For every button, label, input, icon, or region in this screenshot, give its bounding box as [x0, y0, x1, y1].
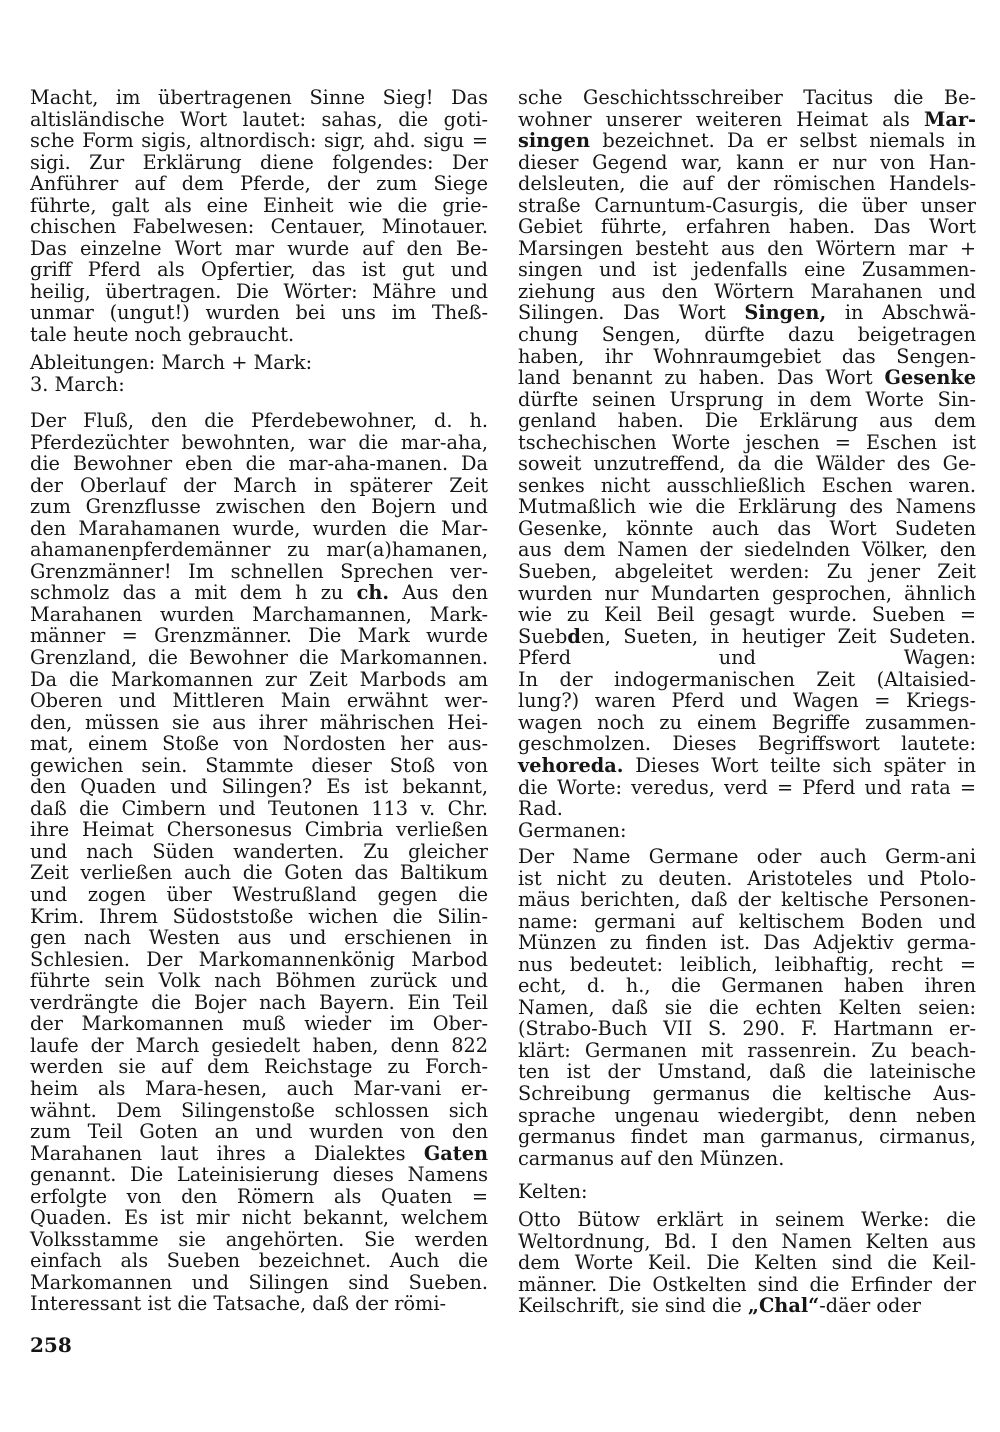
bold-term: Gaten	[423, 1141, 488, 1165]
text-line: ten ist der Umstand, daß die lateinische	[518, 1060, 976, 1084]
text-line: einfach als Sueben bezeichnet. Auch die	[30, 1249, 488, 1273]
text-line: die Bewohner eben die mar-aha-manen. Da	[30, 452, 488, 476]
text-line: sche Geschichtsschreiber Tacitus die Be-	[518, 86, 976, 109]
bold-term: singen	[518, 129, 590, 153]
text-line: Namen, daß sie die echten Kelten seien:	[518, 995, 976, 1019]
text-segment: Marahanen laut ihres a Dialektes	[30, 1141, 424, 1165]
text-line: Mutmaßlich wie die Erklärung des Namens	[518, 495, 976, 519]
text-line: Weltordnung, Bd. I den Namen Kelten aus	[518, 1229, 976, 1253]
text-line	[518, 755, 976, 777]
section-heading	[518, 1181, 976, 1203]
text-line	[518, 302, 976, 324]
bold-term: Singen,	[744, 301, 827, 325]
text-line: tschechischen Worte jeschen = Eschen ist	[518, 430, 976, 454]
text-line: genannt. Die Lateinisierung dieses Namens	[30, 1163, 488, 1187]
text-line: aus dem Namen der siedelnden Völker, den	[518, 538, 976, 562]
text-line: wurden nur Mundarten gesprochen, ähnlich	[518, 581, 976, 605]
text-line: (Strabo-Buch VII S. 290. F. Hartmann er-	[518, 1017, 976, 1041]
text-line: der Oberlauf der March in späterer Zeit	[30, 473, 488, 497]
text-line: den Quaden und Silingen? Es ist bekannt,	[30, 775, 488, 799]
page-number: 258	[30, 1333, 72, 1357]
text-line: straße Carnuntum-Casurgis, die über unser	[518, 193, 976, 217]
text-line: wie zu Keil Beil gesagt wurde. Sueben =	[518, 603, 976, 627]
text-line: gen nach Westen aus und erschienen in	[30, 926, 488, 950]
paragraph	[30, 87, 488, 346]
text-line: den Marahamanen wurde, wurden die Mar-	[30, 516, 488, 540]
text-line: Volksstamme sie angehörten. Sie werden	[30, 1227, 488, 1251]
text-line: Grenzmänner! Im schnellen Sprechen ver-	[30, 559, 488, 583]
text-line: heim als Mara-hesen, auch Mar-vani er-	[30, 1076, 488, 1100]
text-line: altisländische Wort lautet: sahas, die goti-	[30, 107, 488, 131]
bold-term: Mar-	[924, 107, 976, 131]
bold-term: vehoreda.	[518, 753, 624, 777]
paragraph	[30, 410, 488, 1315]
text-line	[518, 626, 976, 648]
text-line: Oberen und Mittleren Main erwähnt wer-	[30, 689, 488, 713]
text-line: wagen noch zu einem Begriffe zusammen-	[518, 710, 976, 734]
text-line: In der indogermanischen Zeit (Altaisied-	[518, 667, 976, 691]
text-line	[30, 1143, 488, 1165]
text-line: Gebiet führte, erfahren haben. Das Wort	[518, 215, 976, 239]
text-segment: wohner unserer weiteren Heimat als	[518, 107, 924, 131]
text-line: verdrängte die Bojer nach Bayern. Ein Teil	[30, 990, 488, 1014]
text-line: und zogen über Westrußland gegen die	[30, 883, 488, 907]
text-line: Krim. Ihrem Südoststoße wichen die Silin-	[30, 904, 488, 928]
text-line: mat, einem Stoße von Nordosten her aus-	[30, 732, 488, 756]
text-line: mäus berichten, daß der keltische Personen-	[518, 888, 976, 912]
text-segment: Silingen. Das Wort	[518, 301, 745, 325]
text-line: chung Sengen, dürfte dazu beigetragen	[518, 323, 976, 347]
text-line: carmanus auf den Münzen.	[518, 1146, 785, 1170]
text-line: chischen Fabelwesen: Centauer, Minotauer.	[30, 215, 488, 239]
text-segment: bezeichnet. Da er selbst niemals in	[589, 129, 976, 153]
text-line: Gesenke, könnte auch das Wort Sudeten	[518, 516, 976, 540]
text-line: heilig, übertragen. Die Wörter: Mähre und	[30, 279, 488, 303]
section-heading	[30, 352, 488, 374]
text-line: erfolgte von den Römern als Quaten =	[30, 1184, 488, 1208]
text-line	[518, 130, 976, 152]
text-line: unmar (ungut!) wurden bei uns im Theß-	[30, 301, 488, 325]
text-line: der Markomannen muß wieder im Ober-	[30, 1012, 488, 1036]
text-line: 3. March:	[30, 373, 125, 396]
text-line: führte sein Volk nach Böhmen zurück und	[30, 969, 488, 993]
text-line: die Worte: veredus, verd = Pferd und rata =	[518, 775, 976, 799]
text-segment: -däer oder	[819, 1294, 921, 1318]
text-line: dürfte seinen Ursprung in dem Worte Sin-	[518, 387, 976, 411]
text-line: zum Grenzflusse zwischen den Bojern und	[30, 495, 488, 519]
text-line: Rad.	[518, 797, 563, 821]
text-line: nus bedeutet: leiblich, leibhaftig, recht =	[518, 952, 976, 976]
text-line: Der Fluß, den die Pferdebewohner, d. h.	[30, 409, 488, 432]
text-line: soweit unzutreffend, da die Wälder des Ge-	[518, 452, 976, 476]
text-line: wähnt. Dem Silingenstoße schlossen sich	[30, 1098, 488, 1122]
text-line: Grenzland, die Bewohner die Markomannen.	[30, 646, 488, 670]
bold-term: ch.	[356, 581, 390, 605]
text-line: Marahanen wurden Marchamannen, Mark-	[30, 602, 488, 626]
text-segment: in Abschwä-	[826, 301, 976, 325]
text-line	[518, 109, 976, 131]
text-line: singen und ist jedenfalls eine Zusammen-	[518, 258, 976, 282]
text-segment: schmolz das a mit dem h zu	[30, 581, 357, 605]
paragraph	[518, 87, 976, 820]
text-line: Da die Markomannen zur Zeit Marbods am	[30, 667, 488, 691]
text-line: delsleuten, die auf der römischen Handels-	[518, 172, 976, 196]
text-line: ihre Heimat Chersonesus Cimbria verließen	[30, 818, 488, 842]
text-line: werden sie auf dem Reichstage zu Forch-	[30, 1055, 488, 1079]
text-line: laufe der March gesiedelt haben, denn 822	[30, 1033, 488, 1057]
text-line: Ableitungen: March + Mark:	[30, 351, 313, 374]
text-line	[518, 367, 976, 389]
paragraph	[518, 846, 976, 1169]
text-line: sprache ungenau wiedergibt, denn neben	[518, 1103, 976, 1127]
text-line: ahamanenpferdemänner zu mar(a)hamanen,	[30, 538, 488, 562]
text-line: Macht, im übertragenen Sinne Sieg! Das	[30, 86, 488, 109]
text-line: Markomannen und Silingen sind Sueben.	[30, 1270, 488, 1294]
text-line: griff Pferd als Opfertier, das ist gut und	[30, 258, 488, 282]
text-line: Schreibung germanus die keltische Aus-	[518, 1082, 976, 1106]
text-line: Münzen zu finden ist. Das Adjektiv germa-	[518, 931, 976, 955]
text-line: Zeit verließen auch die Goten das Baltikum	[30, 861, 488, 885]
text-line: den, müssen sie aus ihrer mährischen Hei-	[30, 710, 488, 734]
text-line: männer. Die Ostkelten sind die Erfinder der	[518, 1272, 976, 1296]
text-line: Pferdezüchter bewohnten, war die mar-aha,	[30, 430, 488, 454]
text-segment: land benannt zu haben. Das Wort	[518, 366, 885, 390]
paragraph	[518, 1209, 976, 1317]
text-line: name: germani auf keltischem Boden und	[518, 909, 976, 933]
text-line	[518, 1295, 976, 1317]
text-line: Pferd und Wagen:	[518, 646, 976, 670]
text-line: dieser Gegend war, kann er nur von Han-	[518, 150, 976, 174]
text-line: Das einzelne Wort mar wurde auf den Be-	[30, 236, 488, 260]
text-segment: en, Sueten, in heutiger Zeit Sudeten.	[580, 624, 976, 648]
text-line: lung?) waren Pferd und Wagen = Kriegs-	[518, 689, 976, 713]
text-line: gewichen sein. Stammte dieser Stoß von	[30, 753, 488, 777]
text-line: Marsingen besteht aus den Wörtern mar +	[518, 236, 976, 260]
text-line: ziehung aus den Wörtern Marahanen und	[518, 279, 976, 303]
text-line: geschmolzen. Dieses Begriffswort lautete:	[518, 732, 976, 756]
bold-term: „Chal“	[747, 1294, 820, 1318]
text-line: Germanen:	[518, 819, 627, 842]
text-line: männer = Grenzmänner. Die Mark wurde	[30, 624, 488, 648]
section-heading	[518, 820, 976, 842]
text-line: tale heute noch gebraucht.	[30, 323, 295, 347]
text-segment: Aus den	[389, 581, 488, 605]
text-line: und nach Süden wanderten. Zu gleicher	[30, 839, 488, 863]
text-line: daß die Cimbern und Teutonen 113 v. Chr.	[30, 796, 488, 820]
text-line	[30, 582, 488, 604]
text-segment: Dieses Wort teilte sich später in	[623, 753, 976, 777]
text-line: germanus findet man garmanus, cirmanus,	[518, 1125, 976, 1149]
text-segment: Keilschrift, sie sind die	[518, 1294, 748, 1318]
section-heading	[30, 374, 488, 396]
text-line: Quaden. Es ist mir nicht bekannt, welchem	[30, 1206, 488, 1230]
text-line: klärt: Germanen mit rassenrein. Zu beach-	[518, 1038, 976, 1062]
text-line: Sueben, abgeleitet werden: Zu jener Zeit	[518, 560, 976, 584]
text-line: dem Worte Keil. Die Kelten sind die Keil-	[518, 1251, 976, 1275]
text-line: echt, d. h., die Germanen haben ihren	[518, 974, 976, 998]
text-line: Kelten:	[518, 1180, 588, 1203]
bold-term: d	[567, 624, 581, 648]
text-line: Otto Bütow erklärt in seinem Werke: die	[518, 1208, 976, 1231]
text-line: ist nicht zu deuten. Aristoteles und Ptolo-	[518, 866, 976, 890]
text-line: sigi. Zur Erklärung diene folgendes: Der	[30, 150, 488, 174]
text-line: führte, galt als eine Einheit wie die grie-	[30, 193, 488, 217]
text-line: senkes nicht ausschließlich Eschen waren.	[518, 473, 976, 497]
text-line: zum Teil Goten an und wurden von den	[30, 1120, 488, 1144]
text-line: Interessant ist die Tatsache, daß der römi-	[30, 1292, 447, 1316]
text-line: sche Form sigis, altnordisch: sigr, ahd. sigu =	[30, 129, 488, 153]
text-line: Anführer auf dem Pferde, der zum Siege	[30, 172, 488, 196]
text-line: Der Name Germane oder auch Germ-ani	[518, 845, 976, 868]
bold-term: Gesenke	[884, 366, 976, 390]
text-line: Schlesien. Der Markomannenkönig Marbod	[30, 947, 488, 971]
text-segment: Sueb	[518, 624, 568, 648]
text-line: genland haben. Die Erklärung aus dem	[518, 409, 976, 433]
text-line: haben, ihr Wohnraumgebiet das Sengen-	[518, 344, 976, 368]
